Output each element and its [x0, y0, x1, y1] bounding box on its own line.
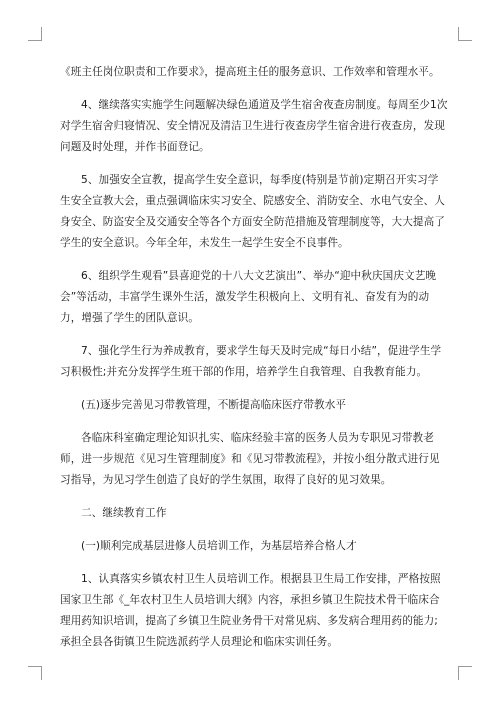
paragraph-3: 5、加强安全宣教，提高学生安全意识，每季度(特别是节前)定期召开实习学生安全宣教大会，重点强调临床实习安全、院感安全、消防安全、水电气安全、人身安全、防盗安全及交通安全等各个方面安全防范措施及管理制度等，大大提高了学生的安全意识。今年全年，未发生一起学生安全不良事件。	[60, 174, 445, 249]
section-heading-2: 二、继续教育工作	[81, 507, 167, 519]
paragraph-1: 《班主任岗位职责和工作要求》，提高班主任的服务意识、工作效率和管理水平。	[60, 66, 440, 78]
paragraph-4: 6、组织学生观看”县喜迎党的十八大文艺演出”、举办“迎中秋庆国庆文艺晚会”等活动，丰富学生课外生活，激发学生积极向上、文明有礼、奋发有为的动力，增强了学生的团队意识。	[60, 270, 437, 324]
section-heading-5: (五)逐步完善见习带教管理，不断提高临床医疗带教水平	[81, 399, 347, 411]
paragraph-2: 4、继续落实实施学生问题解决绿色通道及学生宿舍夜查房制度。每周至少1次对学生宿舍归寝情况、安全情况及清洁卫生进行夜查房学生宿舍进行夜查房，发现问题及时处理，并作书面登记。	[60, 99, 448, 153]
paragraph-7: 1、认真落实乡镇农村卫生人员培训工作。根据县卫生局工作安排，严格按照国家卫生部《_年农村卫生人员培训大纲》内容，承担乡镇卫生院技术骨干临床合理用药知识培训，提高了乡镇卫生院业务骨干对常见病、多发病合理用药的能力;承担全县各街镇卫生院选派药学人员理论和临床实训任务。	[60, 573, 441, 648]
subsection-heading-1: (一)顺利完成基层进修人员培训工作，为基层培养合格人才	[81, 540, 357, 552]
crop-mark-top-right	[458, 27, 472, 41]
document-body	[60, 62, 448, 653]
crop-mark-bottom-left	[28, 666, 42, 680]
paragraph-6: 各临床科室确定理论知识扎实、临床经验丰富的医务人员为专职见习带教老师，进一步规范《见习生管理制度》和《见习带教流程》，并按小组分散式进行见习指导，为见习学生创造了良好的学生氛围，取得了良好的见习效果。	[60, 432, 440, 486]
paragraph-5: 7、强化学生行为养成教育，要求学生每天及时完成“每日小结”，促进学生学习积极性;并充分发挥学生班干部的作用，培养学生自我管理、自我教育能力。	[60, 345, 442, 378]
crop-mark-bottom-right	[458, 666, 472, 680]
crop-mark-top-left	[28, 27, 42, 41]
